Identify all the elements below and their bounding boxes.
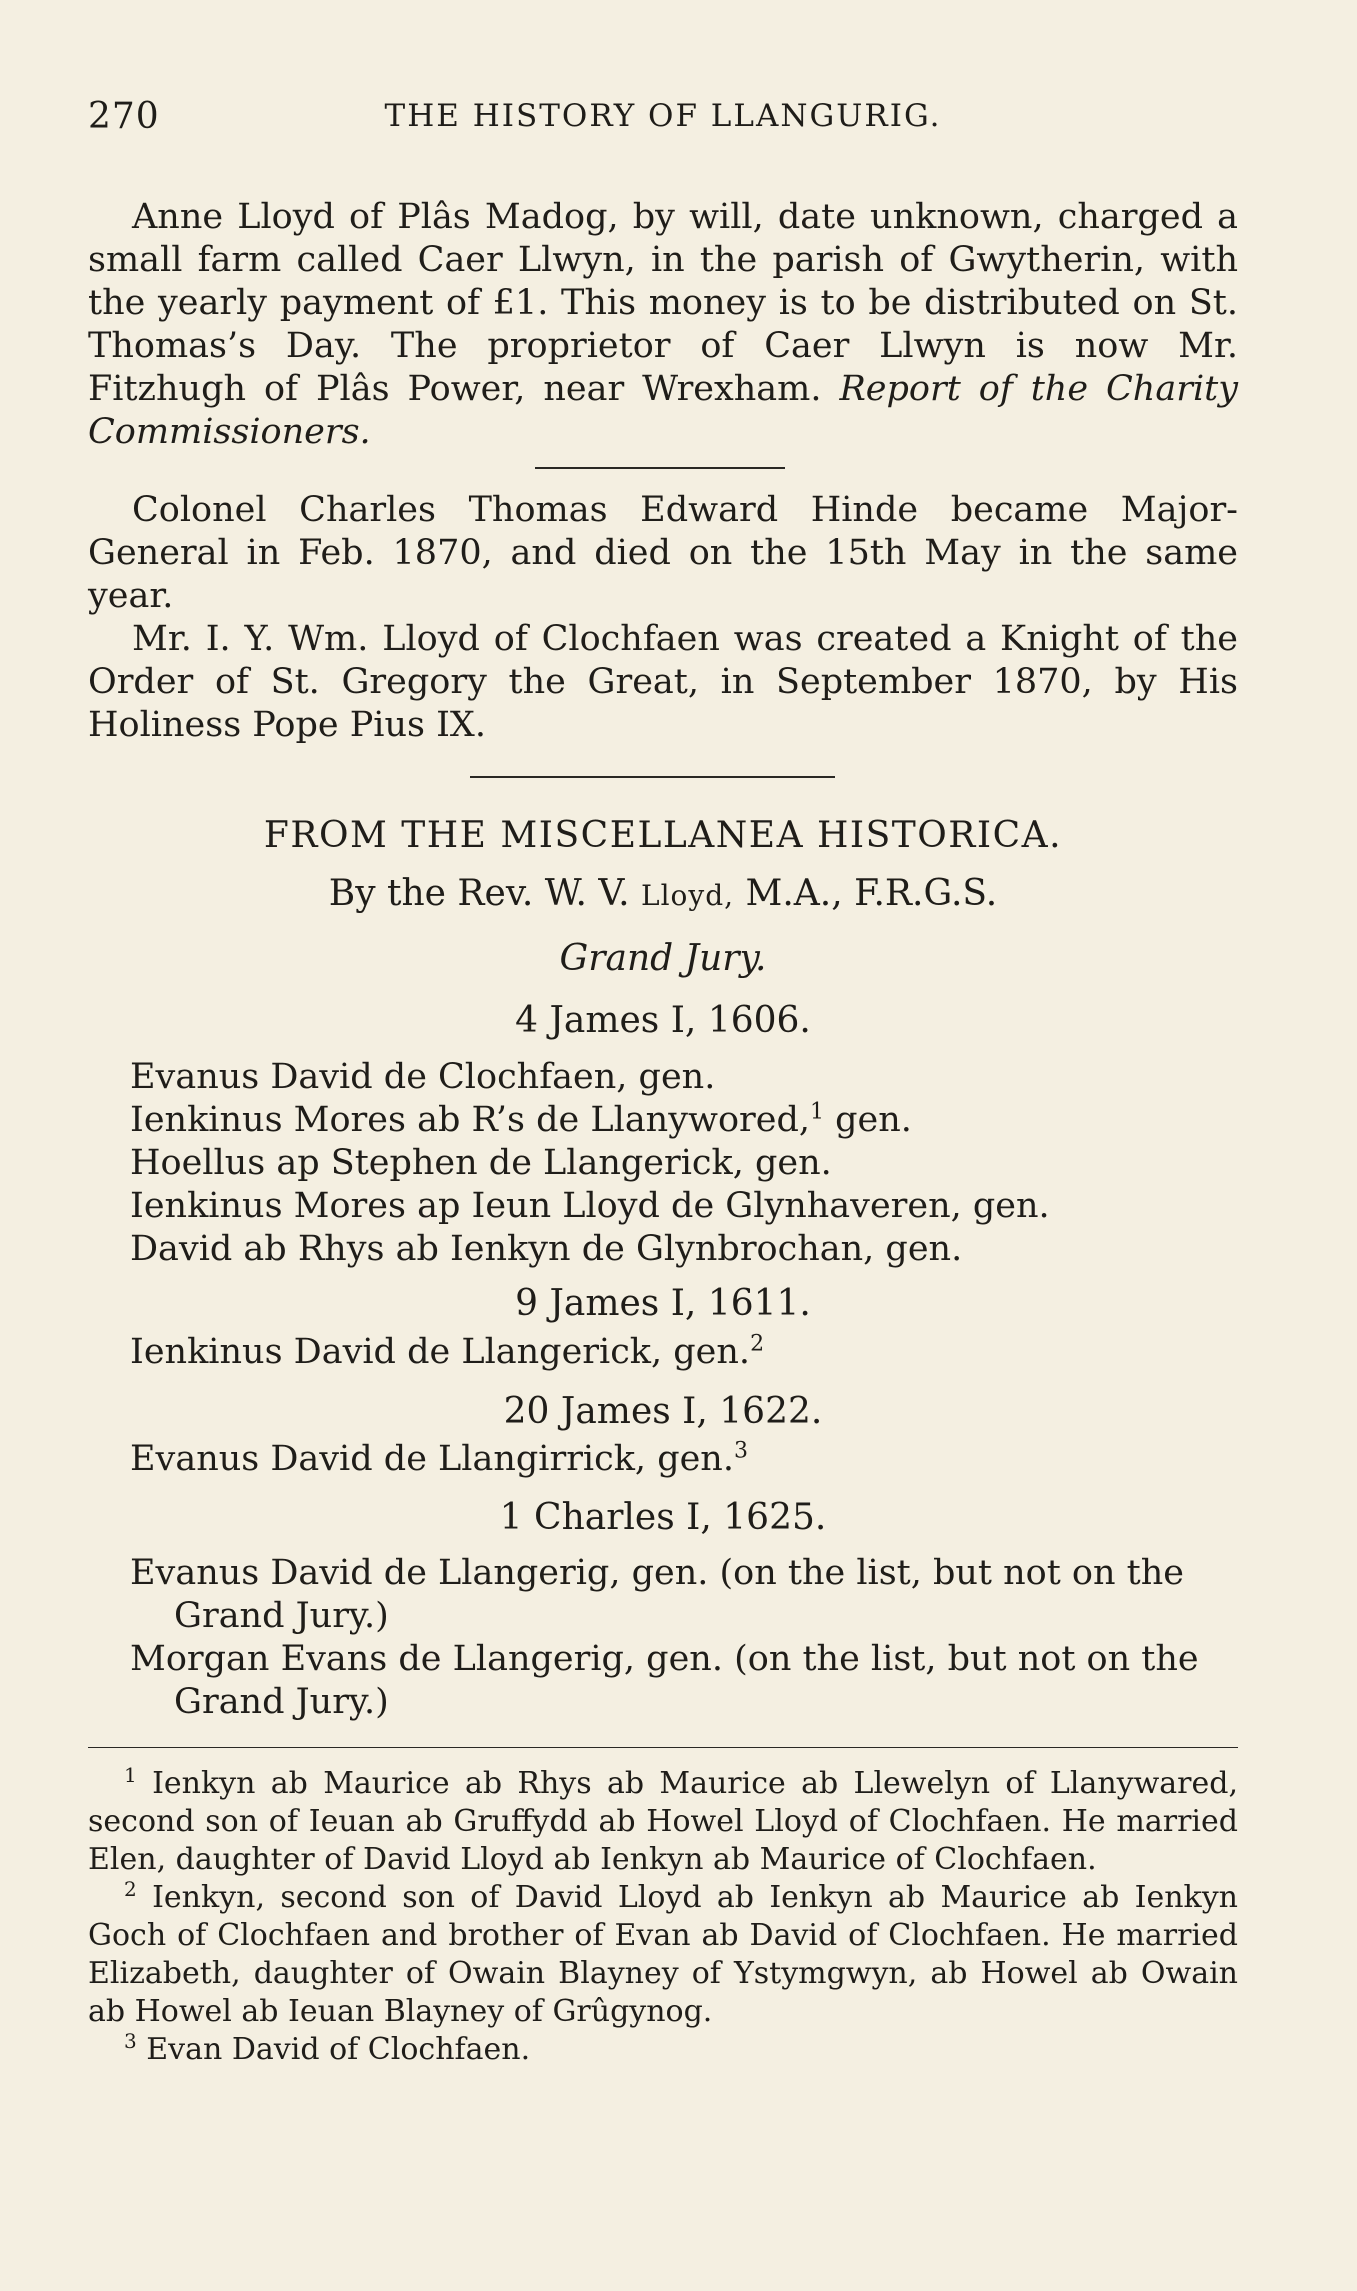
footnote-2 bbox=[88, 1879, 1238, 2031]
section-divider-1 bbox=[535, 467, 785, 469]
jury-entry: Evanus David de Llangerig, gen. (on the list, but not on the Grand Jury.) bbox=[130, 1553, 1184, 1636]
jury-list-1606 bbox=[130, 1056, 1238, 1271]
year-heading-1625: 1 Charles I, 1625. bbox=[499, 1497, 827, 1538]
footnote-text: Ienkyn ab Maurice ab Rhys ab Maurice ab Llewelyn of Llanywared, second son of Ieuan ab Gruffydd ab Howel Lloyd of Clochfaen. He married Elen, daughter of David Lloyd ab Ienkyn ab Maurice of Clochfaen. bbox=[88, 1766, 1239, 1877]
jury-entry: Ienkinus Mores ap Ieun Lloyd de Glynhaveren, gen. bbox=[130, 1186, 1050, 1226]
jury-entry: Evanus David de Llangirrick, gen.$^3$ bbox=[130, 1438, 748, 1479]
jury-entry: Evanus David de Clochfaen, gen. bbox=[130, 1057, 716, 1097]
footnote-ref-1: 1 bbox=[810, 1099, 825, 1125]
running-head: THE HISTORY OF LLANGURIG. bbox=[384, 98, 942, 134]
jury-entry: Ienkinus Mores ab R’s de Llanywored,$^1$ gen. bbox=[130, 1099, 912, 1140]
year-heading-1606: 4 James I, 1606. bbox=[515, 1000, 811, 1041]
section-subheading: Grand Jury. bbox=[559, 938, 767, 979]
jury-list-1625 bbox=[130, 1552, 1238, 1724]
jury-list-1611 bbox=[130, 1331, 1238, 1374]
byline-author-name: Lloyd, bbox=[640, 879, 735, 912]
byline-suffix: M.A., F.R.G.S. bbox=[745, 873, 998, 914]
jury-entry: David ab Rhys ab Ienkyn de Glynbrochan, gen. bbox=[130, 1229, 963, 1269]
paragraph-lloyd-will bbox=[88, 196, 1238, 454]
footnote-mark: 3 bbox=[124, 2029, 137, 2053]
section-byline bbox=[88, 873, 1238, 914]
footnote-mark: 1 bbox=[124, 1763, 137, 1787]
footnote-3 bbox=[88, 2031, 1238, 2069]
footnote-ref-3: 3 bbox=[733, 1438, 748, 1464]
paragraph-hinde: Colonel Charles Thomas Edward Hinde became Major-General in Feb. 1870, and died on the 15th May in the same year. bbox=[88, 490, 1238, 616]
jury-entry: Ienkinus David de Llangerick, gen.$^2$ bbox=[130, 1331, 765, 1372]
jury-entry: Morgan Evans de Llangerig, gen. (on the list, but not on the Grand Jury.) bbox=[130, 1639, 1199, 1722]
year-heading-1622: 20 James I, 1622. bbox=[503, 1391, 823, 1432]
citation-charity-report: Report of the Charity Commissioners. bbox=[88, 369, 1238, 452]
page-header bbox=[88, 96, 1238, 146]
year-heading-1611: 9 James I, 1611. bbox=[515, 1283, 811, 1324]
jury-entry: Hoellus ap Stephen de Llangerick, gen. bbox=[130, 1143, 832, 1183]
footnote-ref-2: 2 bbox=[750, 1331, 765, 1357]
footnote-text: Evan David of Clochfaen. bbox=[146, 2032, 531, 2067]
jury-list-1622 bbox=[130, 1438, 1238, 1481]
byline-prefix: By the Rev. W. V. bbox=[328, 873, 630, 914]
footnote-mark: 2 bbox=[124, 1877, 137, 1901]
footnote-1 bbox=[88, 1765, 1238, 1879]
footnote-text: Ienkyn, second son of David Lloyd ab Ienkyn ab Maurice ab Ienkyn Goch of Clochfaen and brother of Evan ab David of Clochfaen. He married Elizabeth, daughter of Owain Blayney of Ystymgwyn, ab Howel ab Owain ab Howel ab Ieuan Blayney of Grûgynog. bbox=[88, 1880, 1238, 2029]
section-title: FROM THE MISCELLANEA HISTORICA. bbox=[263, 815, 1063, 856]
section-divider-2 bbox=[470, 776, 835, 778]
paragraph-lloyd-will-text: Anne Lloyd of Plâs Madog, by will, date unknown, charged a small farm called Caer Llwyn, in the parish of Gwytherin, with the yearly payment of £1. This money is to be distributed on St. Thomas’s Day. The proprietor of Caer Llwyn is now Mr. Fitzhugh of Plâs Power, near Wrexham. bbox=[88, 197, 1238, 409]
paragraph-lloyd-knight: Mr. I. Y. Wm. Lloyd of Clochfaen was created a Knight of the Order of St. Gregory the Great, in September 1870, by His Holiness Pope Pius IX. bbox=[88, 619, 1238, 745]
footnotes bbox=[88, 1765, 1238, 2069]
footnote-separator bbox=[88, 1747, 1238, 1748]
page-number: 270 bbox=[88, 96, 160, 137]
